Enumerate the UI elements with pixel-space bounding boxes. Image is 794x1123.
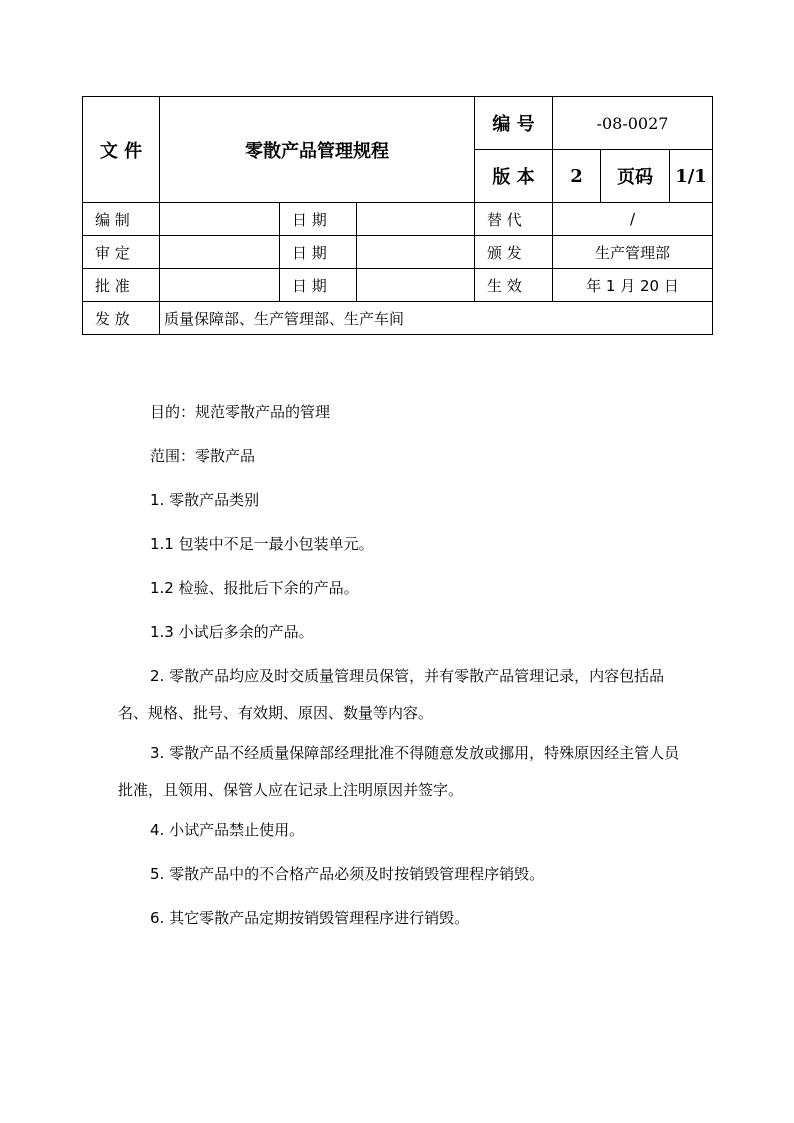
scope-line: 范围：零散产品	[150, 447, 256, 465]
page-label: 页码	[601, 150, 670, 203]
section-1-1: 1.1 包装中不足一最小包装单元。	[150, 535, 374, 553]
row-date-value	[357, 203, 475, 236]
section-6: 6. 其它零散产品定期按销毁管理程序进行销毁。	[150, 909, 470, 927]
row-right-label-issue: 颁 发	[475, 236, 553, 269]
row-date-value	[357, 269, 475, 302]
row-right-value-issue: 生产管理部	[553, 236, 713, 269]
version-value: 2	[553, 150, 601, 203]
section-2: 2. 零散产品均应及时交质量管理员保管，并有零散产品管理记录，内容包括品名、规格、批号、有效期、原因、数量等内容。	[118, 667, 665, 722]
row-right-label-replace: 替 代	[475, 203, 553, 236]
page-value: 1/1	[670, 150, 713, 203]
purpose-line: 目的：规范零散产品的管理	[150, 403, 331, 421]
section-1-heading: 1. 零散产品类别	[150, 491, 260, 509]
doc-title: 零散产品管理规程	[160, 97, 475, 203]
section-1-3: 1.3 小试后多余的产品。	[150, 623, 314, 641]
row-value-approve	[160, 269, 280, 302]
row-value-review	[160, 236, 280, 269]
distribution-value: 质量保障部、生产管理部、生产车间	[160, 302, 713, 335]
distribution-label: 发 放	[83, 302, 160, 335]
version-label: 版 本	[475, 150, 553, 203]
row-value-compile	[160, 203, 280, 236]
row-right-value-replace: /	[553, 203, 713, 236]
row-right-value-effective: 年 1 月 20 日	[553, 269, 713, 302]
section-1-2: 1.2 检验、报批后下余的产品。	[150, 579, 359, 597]
section-5: 5. 零散产品中的不合格产品必须及时按销毁管理程序销毁。	[150, 865, 545, 883]
row-label-compile: 编 制	[83, 203, 160, 236]
document-header-table	[82, 96, 713, 335]
code-label: 编 号	[475, 97, 553, 150]
section-4: 4. 小试产品禁止使用。	[150, 821, 305, 839]
row-date-label: 日 期	[280, 236, 357, 269]
row-label-approve: 批 准	[83, 269, 160, 302]
doc-label: 文 件	[83, 97, 160, 203]
row-date-label: 日 期	[280, 203, 357, 236]
row-label-review: 审 定	[83, 236, 160, 269]
section-3: 3. 零散产品不经质量保障部经理批准不得随意发放或挪用，特殊原因经主管人员批准，且领用、保管人应在记录上注明原因并签字。	[118, 744, 680, 799]
code-value: -08-0027	[553, 97, 713, 150]
row-date-label: 日 期	[280, 269, 357, 302]
row-date-value	[357, 236, 475, 269]
row-right-label-effective: 生 效	[475, 269, 553, 302]
